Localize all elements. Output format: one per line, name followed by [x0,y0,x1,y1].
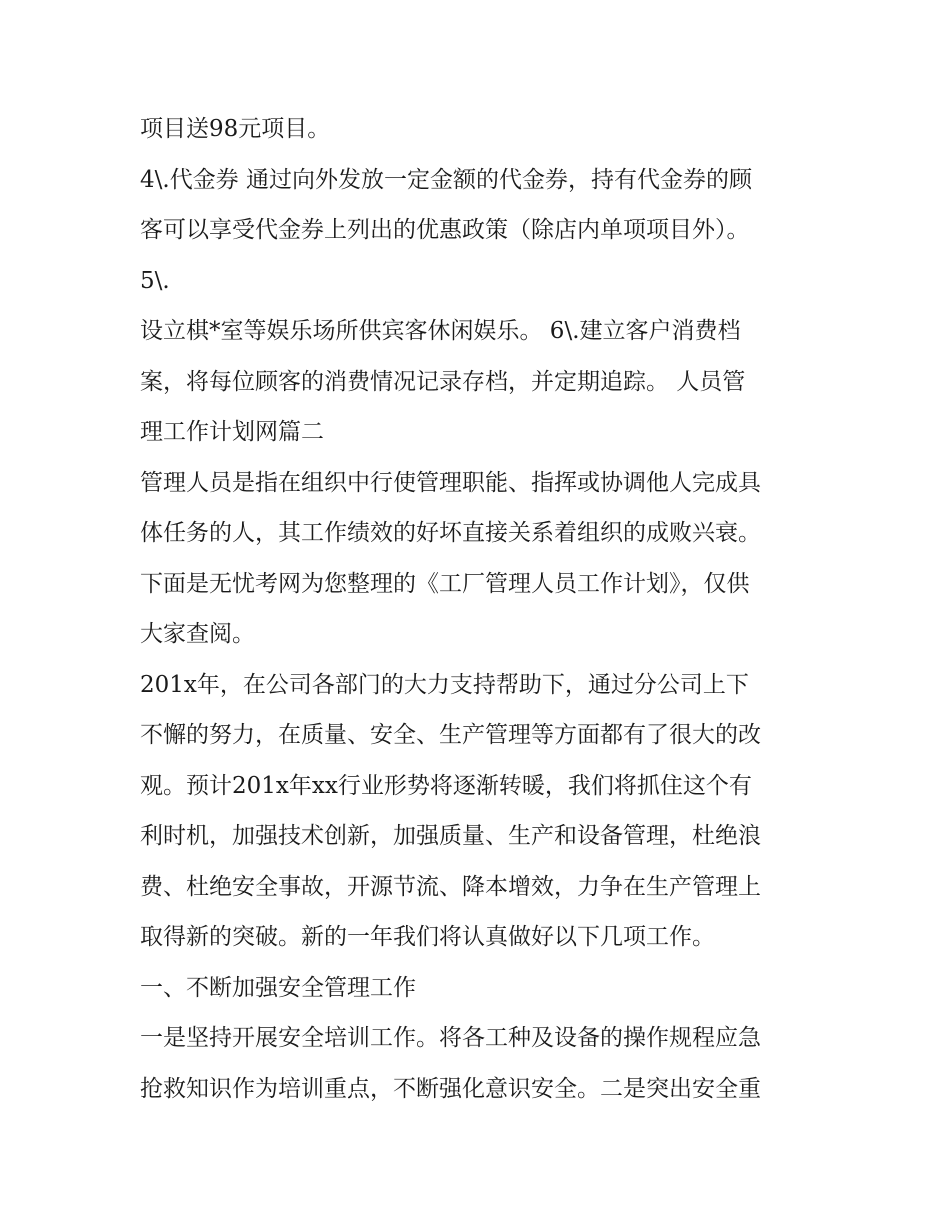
text-line: 抢救知识作为培训重点，不断强化意识安全。二是突出安全重 [140,1075,761,1102]
text-line: 设立棋*室等娱乐场所供宾客休闲娱乐。 6\.建立客户消费档 [140,318,741,344]
text-line: 一是坚持开展安全培训工作。将各工种及设备的操作规程应急 [140,1025,761,1051]
text-line: 管理人员是指在组织中行使管理职能、指挥或协调他人完成具 [140,469,761,496]
text-line: 不懈的努力，在质量、安全、生产管理等方面都有了很大的改 [140,722,761,748]
text-line: 项目送98元项目。 [140,116,331,142]
text-line: 大家查阅。 [140,621,255,647]
text-line: 4\.代金券 通过向外发放一定金额的代金券，持有代金券的顾 [140,166,753,193]
text-line: 费、杜绝安全事故，开源节流、降本增效，力争在生产管理上 [140,873,761,900]
text-line: 客可以享受代金券上列出的优惠政策（除店内单项项目外）。 [140,217,750,243]
text-line: 5\. [140,267,170,294]
text-line: 利时机，加强技术创新，加强质量、生产和设备管理，杜绝浪 [140,823,761,849]
text-line: 体任务的人，其工作绩效的好坏直接关系着组织的成败兴衰。 [140,520,761,546]
text-line: 案，将每位顾客的消费情况记录存档，并定期追踪。 人员管 [140,368,746,395]
section-heading: 一、不断加强安全管理工作 [140,974,416,1001]
document-body [140,104,830,1114]
text-line: 取得新的突破。新的一年我们将认真做好以下几项工作。 [140,924,715,950]
text-line: 201x年，在公司各部门的大力支持帮助下，通过分公司上下 [140,671,749,698]
text-line: 下面是无忧考网为您整理的《工厂管理人员工作计划》，仅供 [140,570,750,597]
text-line: 观。预计201x年xx行业形势将逐渐转暖，我们将抓住这个有 [140,772,752,799]
text-line: 理工作计划网篇二 [140,419,324,445]
